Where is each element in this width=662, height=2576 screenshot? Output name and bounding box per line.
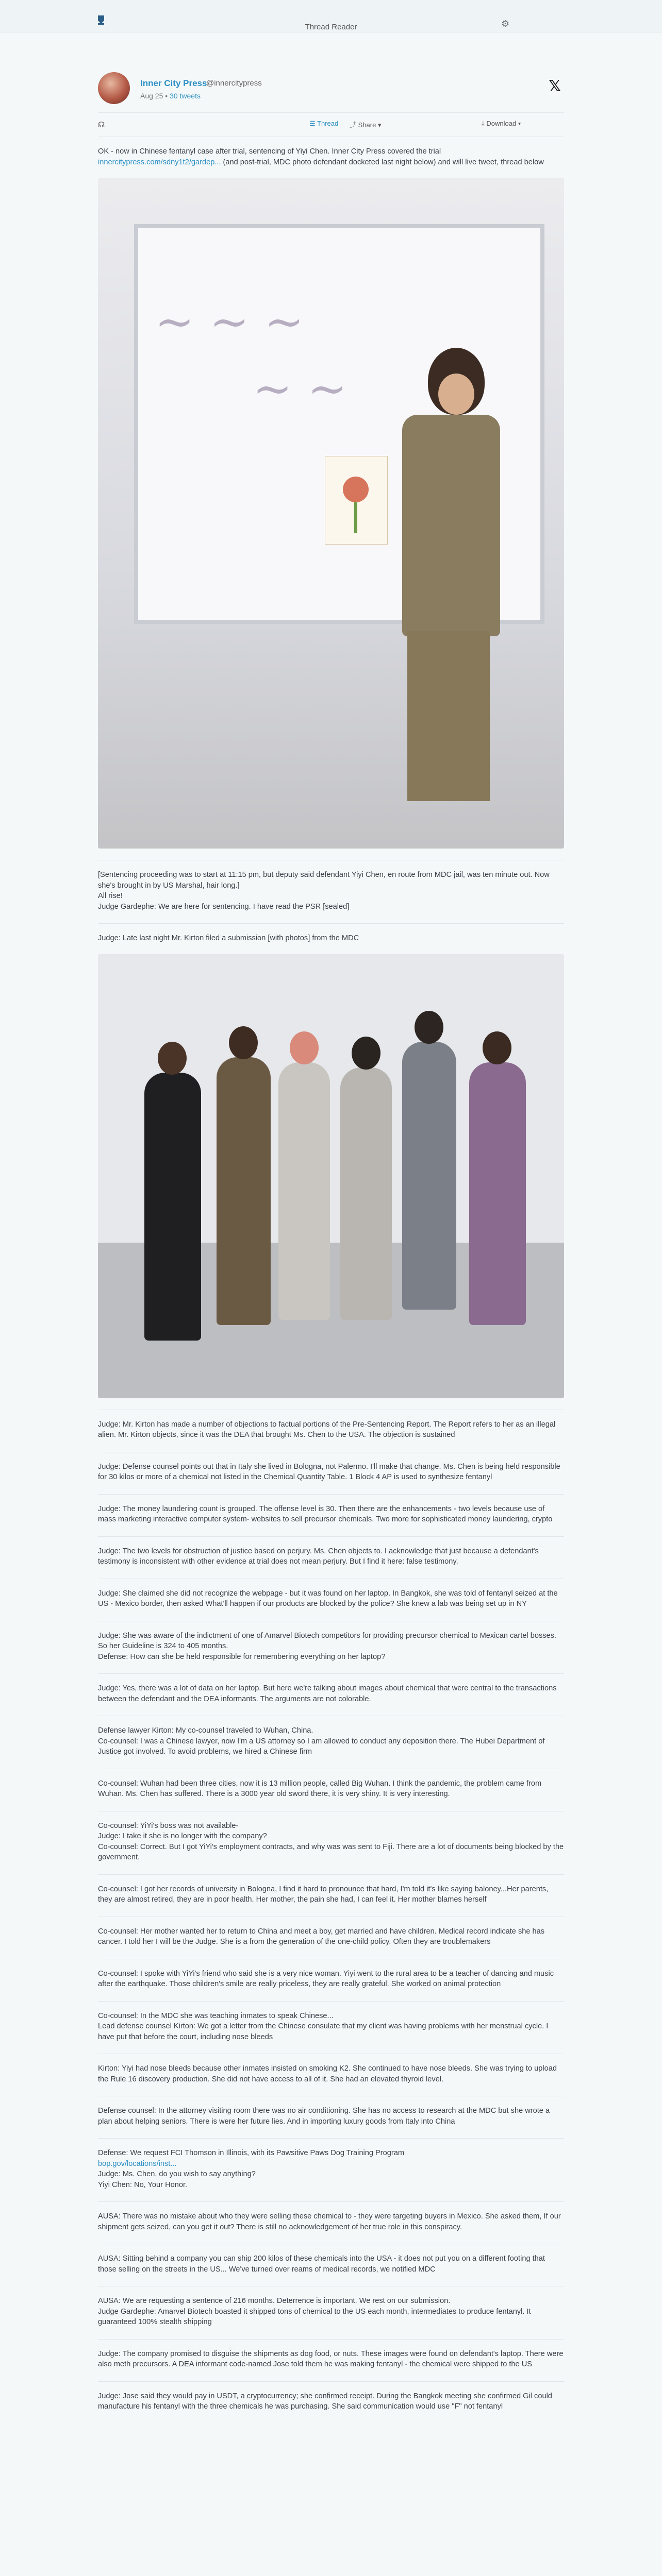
tweet-text: Judge: She claimed she did not recognize the webpage - but it was found on her laptop. In Bangkok, she was told of fentanyl seized at the US - Mexico border, then asked What'll happen if our products are blocked by the police? She knew a lab was being set up in NY [98,1589,560,1608]
action-bar [98,112,564,137]
share-button[interactable] [350,120,381,129]
tweet [98,2340,564,2382]
person-shape [340,1067,392,1320]
tweet-text: Co-counsel: In the MDC she was teaching inmates to speak Chinese... Lead defense counsel Kirton: We got a letter from the Chinese consulate that my client was having problems with her menstrual cycle. I have put that before the court, including nose bleeds [98,2011,549,2041]
share-label: Share [358,121,376,129]
thread-label: Thread [317,120,339,127]
tweet-text: Judge: Mr. Kirton has made a number of objections to factual portions of the Pre-Sentencing Report. The Report refers to her as an illegal alien. Mr. Kirton objects, since it was the DEA that brought Ms. Chen to the USA. The objection is sustained [98,1420,558,1439]
tweet-text [98,2148,564,2190]
tweet-text: Judge: The company promised to disguise the shipments as dog food, or nuts. These images were found on defendant's laptop. There were also meth precursors. A DEA informant code-named Jose told them he was making fentanyl - the chemical were shipped to the US [98,2349,566,2368]
tweet [98,2202,564,2244]
tweet [98,860,564,924]
author-meta: Aug 25 • 30 tweets [140,92,201,100]
tweet [98,1495,564,1537]
tweet-text: Co-counsel: YiYi's boss was not available- Judge: I take it she is no longer with the company? Co-counsel: Correct. But I got YiYi's employment contracts, and why was was sent to Fiji. There are a lot of documents being blocked by the government. [98,1821,564,1861]
tweet [98,1579,564,1621]
bop-link[interactable]: bop.gov/locations/inst... [98,2159,177,2168]
tweet [98,1621,564,1674]
chevron-down-icon: ▾ [376,121,382,129]
flower-shape [343,477,369,502]
tweet [98,2054,564,2096]
article-link[interactable]: innercitypress.com/sdny1t2/gardep... [98,158,221,166]
thread-container [98,46,564,2424]
person-shape [402,1042,456,1310]
tweet-text: Co-counsel: Wuhan had been three cities, now it is 13 million people, called Big Wuhan. I think the pandemic, the problem came from Wuhan. Ms. Chen has suffered. There is a 3000 year old sword there, it is very shiny. It is very interesting. [98,1779,544,1798]
tweet-text: Judge: Late last night Mr. Kirton filed a submission [with photos] from the MDC [98,934,359,942]
person-shape [290,1031,319,1064]
tweet-text: Co-counsel: Her mother wanted her to return to China and meet a boy, get married and have children. Medical record indicate she has cancer. I told her I will be the Judge. She is a from the generation of the one-child policy. Often they are troublemakers [98,1927,547,1946]
tweet-text: Defense counsel: In the attorney visiting room there was no air conditioning. She has no access to research at the MDC but she wrote a plan about helping seniors. There is were her future lies. And in importing luxury goods from Italy into China [98,2107,552,2126]
tweet [98,1410,564,1452]
person-shape [483,1031,511,1064]
tweet-text: Judge: The two levels for obstruction of justice based on perjury. Ms. Chen objects to. I acknowledge that just because a defendant's testimony is inconsistent with other evidence at trial does not mean perjury. But I find it here: false testimony. [98,1547,541,1566]
author-name[interactable]: Inner City Press [140,78,207,88]
tweet-text: Judge: Defense counsel points out that in Italy she lived in Bologna, not Palermo. I'll make that change. Ms. Chen is being held responsible for 30 kilos or more of a chemical not listed in the Chemical Quantity Table. 1 Block 4 AP is used to synthesize fentanyl [98,1462,562,1481]
person-shape [407,631,490,801]
tweet [98,1917,564,1959]
tweet-text: Co-counsel: I spoke with YiYi's friend who said she is a very nice woman. Yiyi went to the rural area to be a teacher of dancing and music after the earthquake. Those children's smile are really priceless, they are really grateful. She worked on animal protection [98,1969,556,1988]
thread-button[interactable] [309,120,338,128]
tweet [98,2382,564,2424]
top-bar [0,0,662,32]
avatar[interactable] [98,72,130,104]
gear-icon[interactable]: ⚙ [501,19,510,29]
tweet-text: AUSA: Sitting behind a company you can ship 200 kilos of these chemicals into the USA - it does not put you on a different footing that those selling on the streets in the US... We've turned over reams of medical records, we notified MDC [98,2255,548,2274]
tweet-text: Kirton: Yiyi had nose bleeds because other inmates insisted on smoking K2. She continued to have nose bleeds. She was trying to upload the Rule 16 discovery production. She did not have access to all of it. She had an elevated thyroid level. [98,2064,559,2083]
author-handle: @innercitypress [206,79,262,88]
person-shape [144,1073,201,1341]
person-shape [469,1062,526,1325]
tweet-text-part: (and post-trial, MDC photo defendant docketed last night below) and will live tweet, thread below [221,158,544,166]
app-title[interactable]: Thread Reader [305,23,357,31]
thread-date: Aug 25 [140,92,163,100]
tweet [98,137,564,860]
tweet [98,1875,564,1917]
whiteboard-drawing: ~ ~ [253,361,347,416]
flower-stem-shape [354,502,357,533]
tweet [98,1716,564,1769]
tweet-text-part: OK - now in Chinese fentanyl case after trial, sentencing of Yiyi Chen. Inner City Press covered the trial [98,147,443,156]
tweet [98,1811,564,1875]
tweet-text: Judge: Yes, there was a lot of data on her laptop. But here we're talking about images about chemical that were central to the transactions between the defendant and the DEA informants. The arguments are not colorable. [98,1684,559,1703]
thread-icon: ☰ [309,120,318,127]
person-shape [229,1026,258,1059]
tweet [98,2244,564,2286]
tweet-text: AUSA: We are requesting a sentence of 216 months. Deterrence is important. We rest on our submission. Judge Gardephe: Amarvel Biotech boasted it shipped tons of chemical to the US each month, intermediates to produce fentanyl. It guaranteed 100% stealth shipping [98,2297,531,2326]
tweet-text: Judge: The money laundering count is grouped. The offense level is 30. Then there are the enhancements - two levels because use of mass marketing interactive computer system- websites to sell precursor chemicals. Two more for sophisticated money laundering, crypto [98,1504,553,1523]
tweet-text: AUSA: There was no mistake about who they were selling these chemical to - they were targeting buyers in Mexico. She asked them, If our shipment gets seized, can you get it out? There is still no acknowledgement of her true role in this conspiracy. [98,2212,563,2231]
person-shape [278,1062,330,1320]
tweet-text: Judge: She was aware of the indictment of one of Amarvel Biotech competitors for providing precursor chemical to Mexican cartel bosses. So her Guideline is 324 to 405 months. Defense: How can she be held responsible for remembering everything on her laptop? [98,1631,557,1661]
tweet [98,1674,564,1716]
tweet [98,2286,564,2340]
person-shape [217,1057,271,1325]
tweet-photo[interactable] [98,178,564,849]
whiteboard-drawing: ~ ~ ~ [155,294,304,349]
person-shape [415,1011,443,1044]
share-icon: ⤴ [350,121,358,129]
tweet [98,2002,564,2055]
unroll-icon[interactable]: ☊ [98,121,105,129]
tweet [98,1769,564,1811]
tweet-text: Defense lawyer Kirton: My co-counsel traveled to Wuhan, China. Co-counsel: I was a Chinese lawyer, now I'm a US attorney so I am allowed to conduct any deposition there. The Hubei Department of Justice got involved. To avoid problems, we hired a Chinese firm [98,1726,545,1756]
person-shape [438,374,474,415]
tweet-text [98,146,564,167]
x-logo-icon[interactable]: 𝕏 [549,77,561,95]
tweet-count-link[interactable]: 30 tweets [170,92,201,100]
tweet [98,2096,564,2139]
tweet [98,1537,564,1579]
tweet-photo[interactable] [98,954,564,1398]
download-button[interactable] [482,120,521,128]
tweet [98,924,564,1410]
download-icon: ⤓ [482,120,487,127]
author-header [98,46,564,112]
tweet-text: Co-counsel: I got her records of university in Bologna, I find it hard to pronounce that hard, I'm told it's like saying baloney...Her parents, they are almost retired, they are in poor health. Her mother, the pain she had, I can feel it. Her mother blames herself [98,1885,551,1904]
chevron-down-icon: ▾ [516,120,521,127]
tweet-text-part: Defense: We request FCI Thomson in Illinois, with its Pawsitive Paws Dog Training Program [98,2149,404,2157]
person-shape [158,1042,187,1075]
tweet [98,1452,564,1495]
tweet [98,1959,564,2002]
tweet-text: Judge: Jose said they would pay in USDT, a cryptocurrency; she confirmed receipt. During the Bangkok meeting she confirmed Gil could manufacture his fentanyl with the three chemicals he was purchasing. She said communication would use "F" not fentanyl [98,2392,554,2411]
tweet-text-part: Judge: Ms. Chen, do you wish to say anything? Yiyi Chen: No, Your Honor. [98,2170,256,2189]
tweet [98,2139,564,2202]
person-shape [402,415,500,636]
download-label: Download [486,120,517,127]
person-shape [352,1037,380,1070]
tweet-text: [Sentencing proceeding was to start at 11:15 pm, but deputy said defendant Yiyi Chen, en route from MDC jail, was ten minute out. Now she's brought in by US Marshal, hair long.] All rise! Judge Gardephe: We are here for sentencing. I have read the PSR [sealed] [98,871,550,911]
